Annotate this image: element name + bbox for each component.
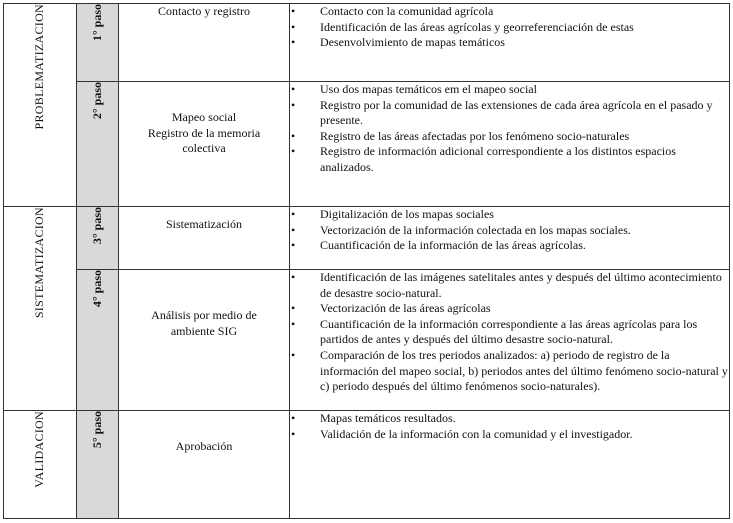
activity-label: Contacto y registro [158,4,250,18]
table-row [4,4,730,82]
table-row [4,411,730,519]
bullet-list [290,82,729,176]
activity-label: ambiente SIG [170,323,238,338]
bullet-list [290,207,729,254]
activity-label: Mapeo social [171,110,237,124]
list-item: • Mapas temáticos resultados. [290,411,729,427]
phase-cell-problematizacion [4,4,77,207]
bullet-list [290,4,729,51]
step-cell [77,4,119,82]
activity-label: Sistematización [166,217,242,231]
bullet-list [290,411,729,442]
step-cell [77,82,119,207]
activity-label: Registro de la memoria [147,125,261,140]
list-item: • Vectorización de las áreas agrícolas [290,301,729,317]
list-item: • Cuantificación de la información correspondiente a las áreas agrícolas para los partidos de antes y después del último desastre socio-natural. [290,317,729,348]
details-cell [290,4,730,82]
bullet-list [290,270,729,395]
phase-cell-validacion [4,411,77,519]
activity-label: colectiva [182,141,226,156]
methodology-table [3,3,730,519]
step-label: 3° paso [89,207,104,245]
list-item: • Registro por la comunidad de las extensiones de cada área agrícola en el pasado y presente. [290,98,729,129]
step-cell [77,270,119,411]
list-item: • Contacto con la comunidad agrícola [290,4,729,20]
step-label: 5° paso [89,411,104,449]
activity-cell [119,4,290,82]
list-item: • Registro de las áreas afectadas por los fenómeno socio-naturales [290,129,729,145]
step-cell [77,207,119,270]
table-row [4,82,730,207]
activity-cell [119,411,290,519]
details-cell [290,411,730,519]
phase-label: PROBLEMATIZACION [32,4,47,130]
step-label: 2° paso [89,82,104,120]
list-item: • Uso dos mapas temáticos em el mapeo social [290,82,729,98]
details-cell [290,270,730,411]
list-item: • Identificación de las áreas agrícolas y georreferenciación de estas [290,20,729,36]
details-cell [290,207,730,270]
details-cell [290,82,730,207]
step-label: 1° paso [89,4,104,42]
list-item: • Desenvolvimiento de mapas temáticos [290,35,729,51]
list-item: • Validación de la información con la comunidad y el investigador. [290,427,729,443]
activity-cell [119,82,290,207]
list-item: • Cuantificación de la información de las áreas agrícolas. [290,238,729,254]
list-item: • Identificación de las imágenes satelitales antes y después del último acontecimiento de desastre socio-natural. [290,270,729,301]
activity-label: Análisis por medio de [151,308,257,322]
phase-cell-sistematizacion [4,207,77,411]
table-row [4,207,730,270]
step-label: 4° paso [89,270,104,308]
activity-cell [119,270,290,411]
list-item: • Registro de información adicional correspondiente a los distintos espacios analizados. [290,144,729,175]
list-item: • Digitalización de los mapas sociales [290,207,729,223]
list-item: • Vectorización de la información colectada en los mapas sociales. [290,223,729,239]
phase-label: SISTEMATIZACION [32,207,47,319]
activity-cell [119,207,290,270]
phase-label: VALIDACION [32,411,47,488]
activity-label: Aprobación [175,439,233,453]
list-item: • Comparación de los tres periodos analizados: a) periodo de registro de la información del mapeo social, b) periodos antes del último fenómeno socio-natural y c) periodo después del último fenómenos socio-naturales). [290,348,729,395]
table-row [4,270,730,411]
step-cell [77,411,119,519]
